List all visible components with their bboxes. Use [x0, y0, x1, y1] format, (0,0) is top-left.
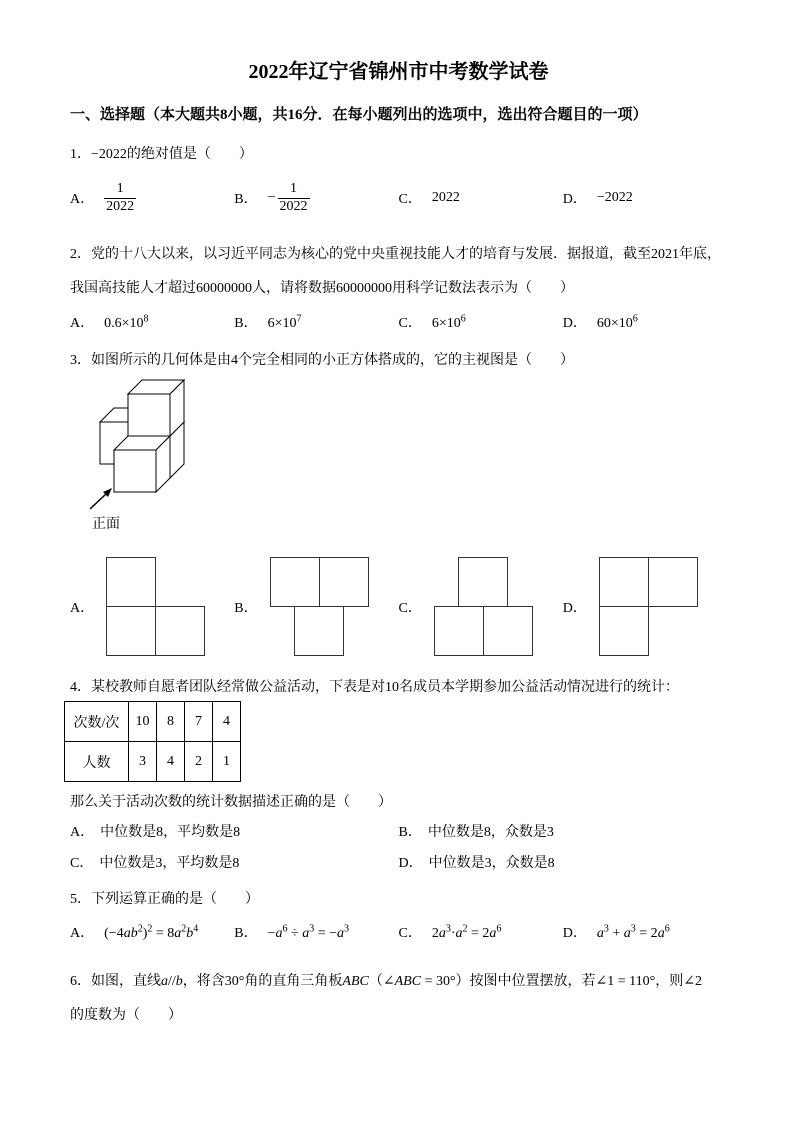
q5-text: 5．下列运算正确的是（ ） [70, 892, 259, 907]
square [270, 557, 320, 607]
q3-options [70, 557, 727, 657]
option-label: D． [562, 316, 587, 331]
q5-option-b [234, 921, 398, 947]
table-cell: 次数/次 [65, 702, 129, 742]
option-text: 中位数是3，众数是8 [428, 856, 555, 871]
option-text: 中位数是3，平均数是8 [99, 856, 240, 871]
option-value: $(-4ab^2)^2 = 8a^2b^4$ [104, 923, 199, 941]
q5-option-a [70, 921, 234, 947]
table-cell: 4 [213, 702, 241, 742]
paper-title: 2022年辽宁省锦州市中考数学试卷 [248, 61, 549, 83]
option-label: A． [70, 825, 95, 840]
option-label: B． [234, 316, 258, 331]
table-cell: 3 [129, 742, 157, 782]
front-direction-arrow [90, 488, 112, 509]
cube-face [114, 450, 156, 492]
fraction-numerator: 1 [104, 181, 136, 198]
square [434, 606, 484, 656]
q1-option-d [563, 188, 727, 208]
fraction-numerator: 1 [278, 181, 310, 198]
option-label: B． [234, 926, 258, 941]
option-value: −2022 [596, 190, 633, 205]
square [319, 557, 369, 607]
option-label: A． [70, 601, 95, 616]
cube-3d-figure [84, 378, 190, 512]
table-cell: 4 [157, 742, 185, 782]
q1-options [70, 176, 727, 220]
q1-option-b [234, 181, 398, 214]
square [106, 557, 156, 607]
q4-options-row2 [70, 853, 727, 875]
option-label: A． [70, 316, 95, 331]
q4-option-b [399, 822, 728, 844]
option-value: 2022 [431, 190, 460, 205]
table-row-times [65, 702, 241, 742]
option-label: D． [562, 601, 587, 616]
option-label: D． [562, 926, 587, 941]
table-cell: 2 [185, 742, 213, 782]
q3-option-c [399, 557, 563, 657]
table-cell: 10 [129, 702, 157, 742]
q6-text [70, 965, 727, 1033]
front-view-label: 正面 [92, 517, 120, 532]
option-value: $6\times 10^7$ [267, 313, 302, 331]
square [599, 557, 649, 607]
q4-option-a [70, 822, 399, 844]
q5-option-d [563, 921, 727, 947]
fraction-denominator: 2022 [279, 198, 308, 214]
option-label: D． [398, 856, 423, 871]
table-cell: 人数 [65, 742, 129, 782]
table-cell: 1 [213, 742, 241, 782]
option-label: B． [398, 825, 422, 840]
q5-options [70, 921, 727, 947]
q2-text [70, 238, 727, 306]
option-value: $-a^6 \div a^3 = -a^3$ [267, 923, 349, 941]
cube-face [128, 394, 170, 436]
q2-option-b [234, 312, 398, 336]
fraction-denominator: 2022 [106, 198, 135, 214]
option-text: 中位数是8，众数是3 [427, 825, 554, 840]
q4-table [64, 701, 241, 782]
option-value: $2a^3\cdot a^2 = 2a^6$ [431, 923, 502, 941]
q4-text: 4．某校教师自愿者团队经常做公益活动，下表是对10名成员本学期参加公益活动情况进行的统计： [70, 680, 679, 695]
option-b-shape [270, 557, 370, 657]
q2-options [70, 312, 727, 336]
option-label: B． [234, 192, 258, 207]
q4-option-c [70, 853, 399, 875]
square [648, 557, 698, 607]
section-header: 一、选择题（本大题共8小题，共16分．在每小题列出的选项中，选出符合题目的一项） [70, 107, 648, 123]
table-cell: 7 [185, 702, 213, 742]
square [458, 557, 508, 607]
square [106, 606, 156, 656]
option-label: D． [562, 192, 587, 207]
q2-option-c [399, 312, 563, 336]
q3-option-a [70, 557, 234, 657]
q3-text: 3．如图所示的几何体是由4个完全相同的小正方体搭成的，它的主视图是（ ） [70, 353, 574, 368]
q6-text-line1: 6．如图，直线a//b，将含30°角的直角三角板ABC（∠ABC = 30°）按图中位置摆放，若∠1 = 110°，则∠2 [70, 974, 702, 989]
q4-prompt: 那么关于活动次数的统计数据描述正确的是（ ） [70, 795, 392, 810]
table-cell: 8 [157, 702, 185, 742]
option-label: A． [70, 192, 95, 207]
option-value: $0.6\times 10^8$ [104, 313, 149, 331]
square [155, 606, 205, 656]
option-label: C． [398, 192, 422, 207]
option-value: $a^3 + a^3 = 2a^6$ [596, 923, 670, 941]
option-label: C． [70, 856, 94, 871]
option-label: C． [398, 316, 422, 331]
q2-option-d [563, 312, 727, 336]
option-a-shape [106, 557, 206, 657]
option-value: $6\times 10^6$ [431, 313, 466, 331]
option-label: A． [70, 926, 95, 941]
option-label: C． [398, 926, 422, 941]
square [483, 606, 533, 656]
option-value: $60\times 10^6$ [596, 313, 638, 331]
fraction [104, 181, 136, 214]
q4-options-row1 [70, 822, 727, 844]
q3-option-d [563, 557, 727, 657]
q2-text-line1: 2．党的十八大以来，以习近平同志为核心的党中央重视技能人才的培育与发展．据报道，截至2021年底， [70, 247, 721, 262]
table-row-people [65, 742, 241, 782]
q2-option-a [70, 312, 234, 336]
square [294, 606, 344, 656]
q3-option-b [234, 557, 398, 657]
option-text: 中位数是8，平均数是8 [100, 825, 241, 840]
q4-option-d [399, 853, 728, 875]
option-label: B． [234, 601, 258, 616]
q1-option-a [70, 181, 234, 214]
q3-figure [84, 378, 727, 533]
q6-text-line2: 的度数为（ ） [70, 1008, 182, 1023]
q1-option-c [399, 188, 563, 208]
q2-text-line2: 我国高技能人才超过60000000人，请将数据60000000用科学记数法表示为（ ） [70, 281, 574, 296]
option-c-shape [434, 557, 534, 657]
q1-text: 1．−2022的绝对值是（ ） [70, 147, 253, 162]
option-d-shape [599, 557, 699, 657]
q5-option-c [399, 921, 563, 947]
minus-sign: − [267, 190, 276, 205]
option-label: C． [398, 601, 422, 616]
fraction [278, 181, 310, 214]
square [599, 606, 649, 656]
